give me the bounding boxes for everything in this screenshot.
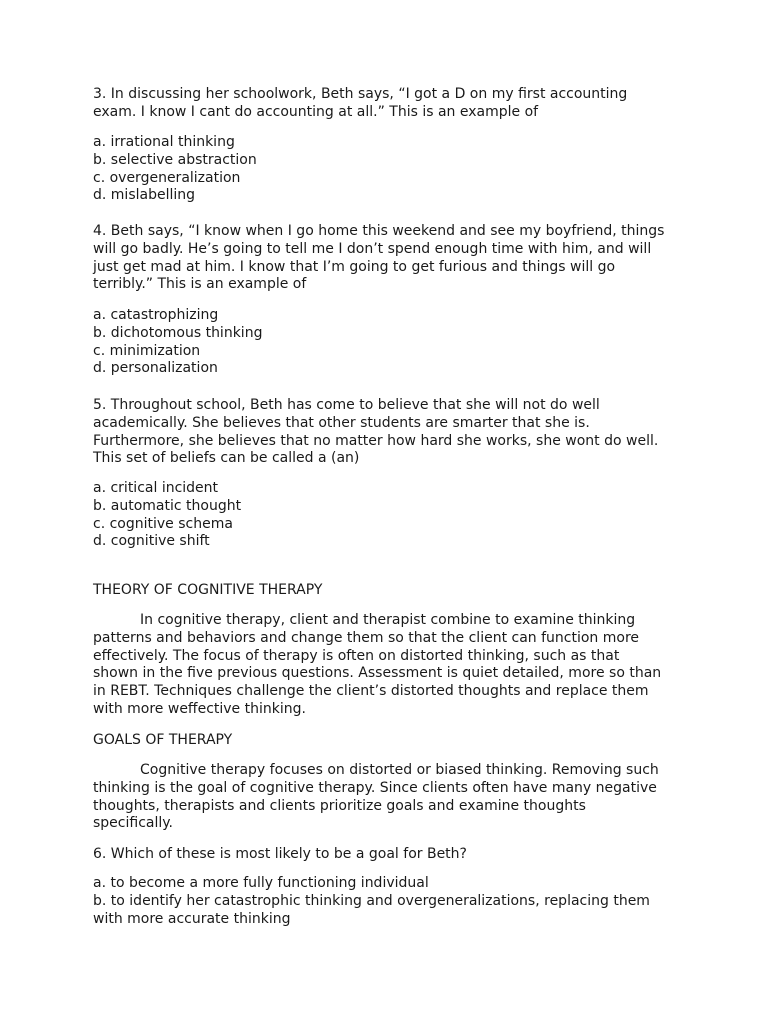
answer-option: d. mislabelling (93, 187, 196, 204)
question-6-options (93, 875, 693, 928)
theory-paragraph (93, 612, 693, 719)
text-line: thoughts, therapists and clients prioritize goals and examine thoughts (93, 797, 586, 814)
answer-option: a. catastrophizing (93, 307, 219, 323)
answer-option: c. overgeneralization (93, 169, 241, 186)
section-heading: THEORY OF COGNITIVE THERAPY (93, 582, 323, 598)
text-line: 4. Beth says, “I know when I go home this weekend and see my boyfriend, things (93, 223, 665, 239)
question-5-stem (93, 397, 693, 468)
goals-paragraph (93, 762, 693, 833)
question-5-options (93, 480, 693, 551)
text-line: shown in the five previous questions. Assessment is quiet detailed, more so than (93, 665, 662, 682)
text-line: in REBT. Techniques challenge the client’s distorted thoughts and replace them (93, 683, 649, 700)
question-3-options (93, 134, 693, 205)
answer-option: b. selective abstraction (93, 151, 257, 168)
answer-option: a. to become a more fully functioning individual (93, 875, 429, 891)
answer-option: b. automatic thought (93, 497, 242, 514)
text-line: Cognitive therapy focuses on distorted or biased thinking. Removing such (140, 762, 659, 778)
answer-option-continued: with more accurate thinking (93, 910, 291, 927)
answer-option: a. irrational thinking (93, 134, 235, 150)
theory-heading-block (93, 582, 693, 600)
answer-option: b. to identify her catastrophic thinking and overgeneralizations, replacing them (93, 892, 650, 909)
question-6-stem (93, 846, 693, 864)
text-line: 3. In discussing her schoolwork, Beth says, “I got a D on my first accounting (93, 86, 628, 102)
answer-option: d. personalization (93, 360, 218, 377)
answer-option: b. dichotomous thinking (93, 324, 263, 341)
question-4-stem (93, 223, 693, 294)
answer-option: d. cognitive shift (93, 533, 210, 550)
text-line: specifically. (93, 815, 173, 832)
text-line: effectively. The focus of therapy is often on distorted thinking, such as that (93, 647, 620, 664)
text-line: Furthermore, she believes that no matter how hard she works, she wont do well. (93, 432, 659, 449)
question-3-stem (93, 86, 693, 122)
section-heading: GOALS OF THERAPY (93, 732, 233, 748)
text-line: academically. She believes that other students are smarter that she is. (93, 414, 590, 431)
text-line: 5. Throughout school, Beth has come to believe that she will not do well (93, 397, 600, 413)
text-line: This set of beliefs can be called a (an) (93, 450, 360, 467)
goals-heading-block (93, 732, 693, 750)
question-4-options (93, 307, 693, 378)
answer-option: c. minimization (93, 342, 201, 359)
text-line: with more weffective thinking. (93, 700, 306, 717)
text-line: just get mad at him. I know that I’m going to get furious and things will go (93, 258, 616, 275)
text-line: terribly.” This is an example of (93, 276, 307, 293)
text-line: In cognitive therapy, client and therapist combine to examine thinking (140, 612, 636, 628)
text-line: patterns and behaviors and change them so that the client can function more (93, 629, 640, 646)
text-line: will go badly. He’s going to tell me I don’t spend enough time with him, and will (93, 240, 652, 257)
text-line: exam. I know I cant do accounting at all.” This is an example of (93, 103, 539, 120)
answer-option: c. cognitive schema (93, 515, 233, 532)
text-line: 6. Which of these is most likely to be a goal for Beth? (93, 846, 467, 862)
answer-option: a. critical incident (93, 480, 219, 496)
text-line: thinking is the goal of cognitive therapy. Since clients often have many negative (93, 779, 657, 796)
